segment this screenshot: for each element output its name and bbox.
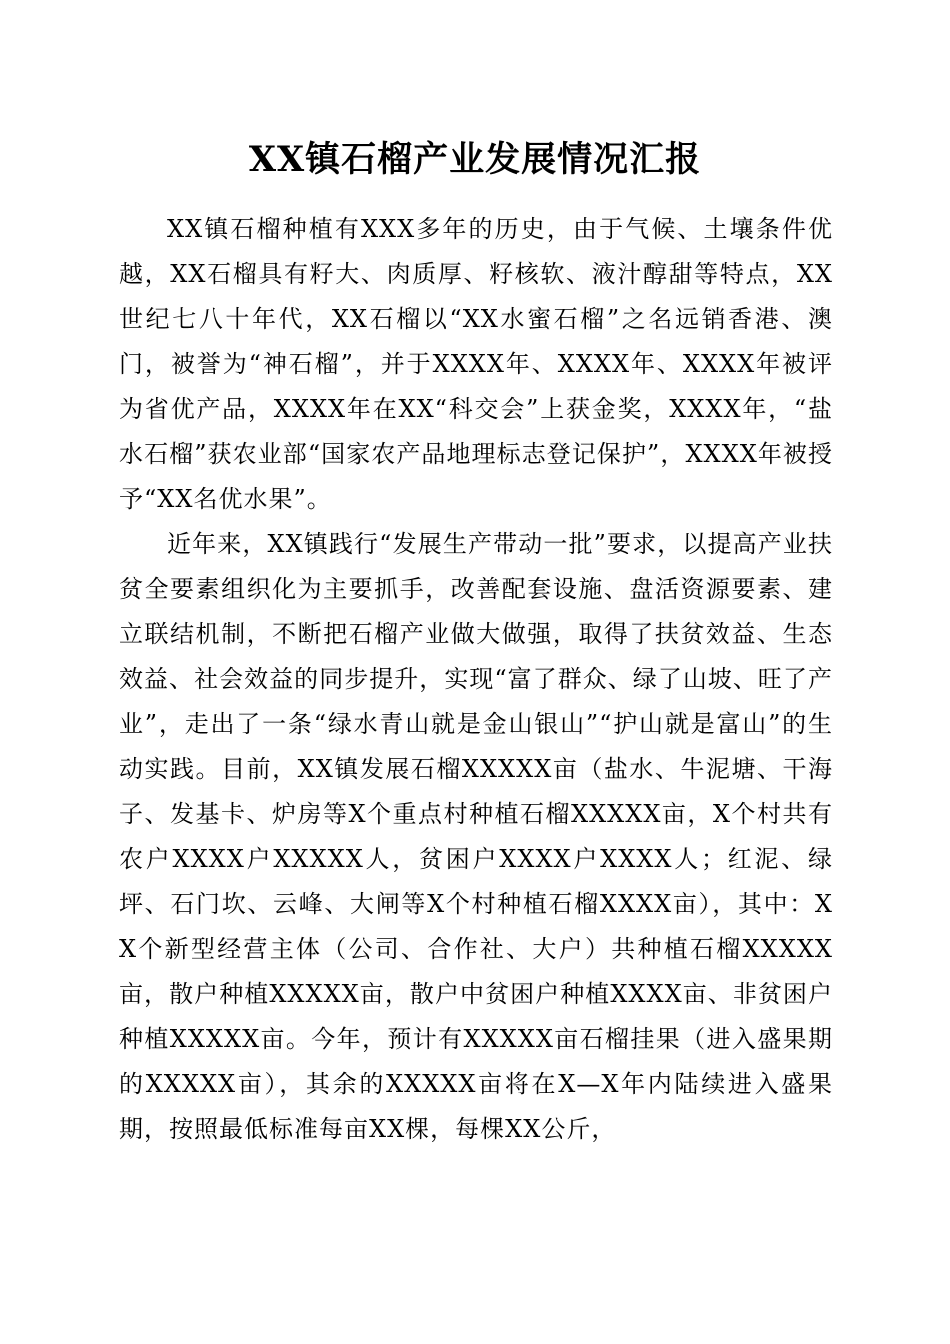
document-body: [119, 207, 833, 1152]
paragraph-history: XX镇石榴种植有XXX多年的历史，由于气候、土壤条件优越，XX石榴具有籽大、肉质厚、籽核软、液汁醇甜等特点，XX世纪七八十年代，XX石榴以“XX水蜜石榴”之名远销香港、澳门，被誉为“神石榴”，并于XXXX年、XXXX年、XXXX年被评为省优产品，XXXX年在XX“科交会”上获金奖，XXXX年，“盐水石榴”获农业部“国家农产品地理标志登记保护”，XXXX年被授予“XX名优水果”。: [119, 215, 833, 513]
document-title: XX镇石榴产业发展情况汇报: [248, 139, 702, 180]
paragraph-development: 近年来，XX镇践行“发展生产带动一批”要求，以提高产业扶贫全要素组织化为主要抓手，改善配套设施、盘活资源要素、建立联结机制，不断把石榴产业做大做强，取得了扶贫效益、生态效益、社会效益的同步提升，实现“富了群众、绿了山坡、旺了产业”，走出了一条“绿水青山就是金山银山”“护山就是富山”的生动实践。目前，XX镇发展石榴XXXXX亩（盐水、牛泥塘、干海子、发基卡、炉房等X个重点村种植石榴XXXXX亩，X个村共有农户XXXX户XXXXX人，贫困户XXXX户XXXX人；红泥、绿坪、石门坎、云峰、大闸等X个村种植石榴XXXX亩），其中：XX个新型经营主体（公司、合作社、大户）共种植石榴XXXXX亩，散户种植XXXXX亩，散户中贫困户种植XXXX亩、非贫困户种植XXXXX亩。今年，预计有XXXXX亩石榴挂果（进入盛果期的XXXXX亩），其余的XXXXX亩将在X—X年内陆续进入盛果期，按照最低标准每亩XX棵，每棵XX公斤，: [119, 530, 833, 1143]
